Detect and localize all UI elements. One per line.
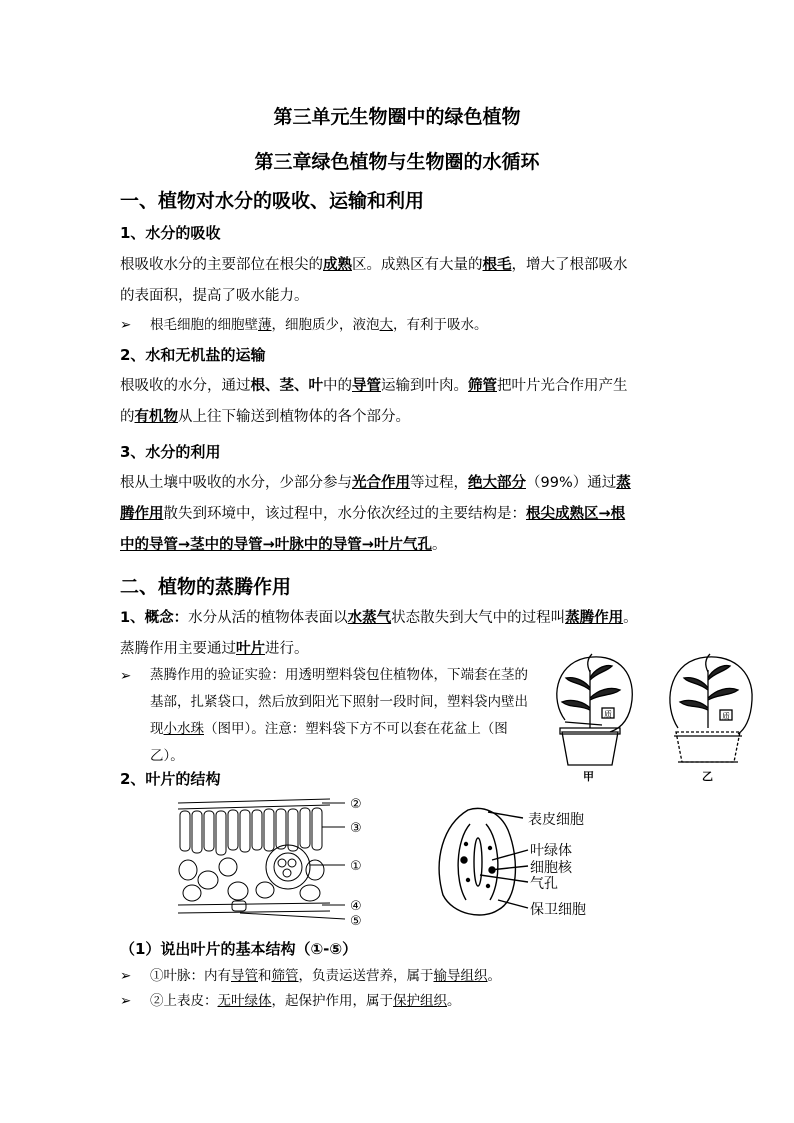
plant-jia-illustration [557, 654, 632, 765]
bullet-upper-epidermis: ➢ ②上表皮：无叶绿体，起保护作用，属于保护组织。 [120, 988, 461, 1014]
bullet-arrow-icon: ➢ [120, 668, 132, 684]
unit-title: 第三单元生物圈中的绿色植物 [273, 106, 521, 128]
vein-bundle [266, 845, 310, 889]
plant-yi-illustration [670, 654, 752, 762]
figure-label-jia: 甲 [583, 770, 594, 783]
leaf-label-5: ⑤ [350, 914, 362, 929]
paragraph-absorption: 根吸收水分的主要部位在根尖的成熟区。成熟区有大量的根毛，增大了根部吸水 的表面积，提高了吸水能力。 [120, 257, 628, 304]
paragraph-concept: 1、概念：水分从活的植物体表面以水蒸气状态散失到大气中的过程叫蒸腾作用。 蒸腾作用主要通过叶片进行。 [120, 610, 638, 657]
label-stoma: 气孔 [530, 876, 558, 892]
question-1-heading: （1）说出叶片的基本结构（①-⑤） [120, 940, 358, 958]
figure-label-yi: 乙 [702, 770, 713, 783]
subheading-utilization: 3、水分的利用 [120, 443, 221, 461]
subheading-transport: 2、水和无机盐的运输 [120, 346, 266, 364]
leaf-label-3: ③ [350, 821, 362, 836]
leaf-label-2: ② [350, 797, 362, 812]
palisade-cells [180, 808, 322, 855]
bullet-arrow-icon: ➢ [120, 968, 132, 984]
transpiration-experiment-figure [540, 650, 760, 785]
subheading-leaf-structure: 2、叶片的结构 [120, 770, 221, 788]
label-epidermal-cell: 表皮细胞 [528, 812, 584, 828]
subheading-water-absorption: 1、水分的吸收 [120, 224, 221, 242]
label-guard-cell: 保卫细胞 [530, 902, 586, 918]
chapter-title: 第三章绿色植物与生物圈的水循环 [254, 151, 540, 173]
stomata-diagram [428, 800, 608, 925]
svg-text:质: 质 [722, 712, 730, 721]
leaf-cross-section-diagram [170, 795, 380, 930]
paragraph-transport: 根吸收的水分，通过根、茎、叶中的导管运输到叶肉。筛管把叶片光合作用产生 的有机物从上往下输送到植物体的各个部分。 [120, 378, 628, 425]
bullet-root-hair: ➢ 根毛细胞的细胞壁薄，细胞质少，液泡大，有利于吸水。 [120, 312, 488, 338]
label-nucleus: 细胞核 [530, 860, 572, 876]
leaf-label-1: ① [350, 859, 362, 874]
section-heading-1: 一、植物对水分的吸收、运输和利用 [120, 190, 425, 212]
bullet-arrow-icon: ➢ [120, 993, 132, 1009]
paragraph-utilization: 根从土壤中吸收的水分，少部分参与光合作用等过程，绝大部分（99%）通过蒸 腾作用散失到环境中，该过程中，水分依次经过的主要结构是：根尖成熟区→根 中的导管→茎中的导管→叶脉中的导管→叶片气孔。 [120, 475, 631, 553]
svg-text:质: 质 [604, 710, 612, 719]
section-heading-2: 二、植物的蒸腾作用 [120, 576, 292, 598]
bullet-leaf-vein: ➢ ①叶脉：内有导管和筛管，负责运送营养，属于输导组织。 [120, 963, 501, 989]
label-chloroplast: 叶绿体 [530, 843, 572, 859]
bullet-arrow-icon: ➢ [120, 317, 132, 333]
leaf-label-4: ④ [350, 899, 362, 914]
experiment-note: 蒸腾作用的验证实验：用透明塑料袋包住植物体，下端套在茎的基部，扎紧袋口，然后放到阳光下照射一段时间，塑料袋内壁出现小水珠（图甲）。注意：塑料袋下方不可以套在花盆上（图乙）。 [150, 667, 528, 764]
